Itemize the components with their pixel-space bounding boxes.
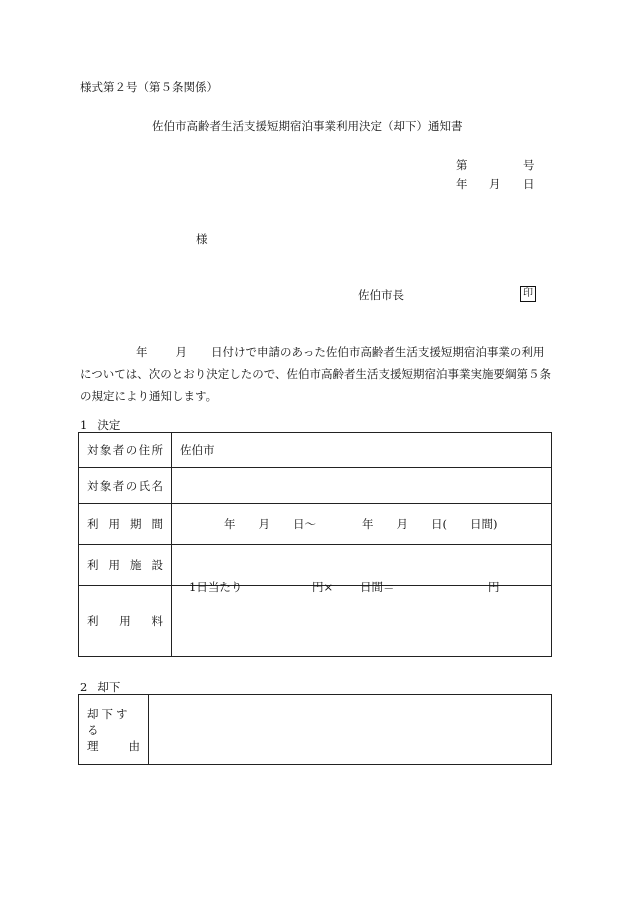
period-label: 利用期間 xyxy=(79,504,172,545)
date-year: 年 xyxy=(456,177,468,191)
issuer: 佐伯市長 xyxy=(358,288,404,302)
document-title: 佐伯市高齢者生活支援短期宿泊事業利用決定（却下）通知書 xyxy=(152,119,463,133)
table-row xyxy=(79,504,552,545)
doc-number-dai: 第 xyxy=(456,158,468,172)
fee-yen-total: 円 xyxy=(488,580,500,594)
body-text: 日付けで申請のあった佐伯市高齢者生活支援短期宿泊事業の利用については、次のとおり決定したので、佐伯市高齢者生活支援短期宿泊事業実施要綱第５条の規定により通知します。 xyxy=(80,345,552,403)
date-day: 日 xyxy=(523,177,535,191)
section2-title: 却下 xyxy=(97,680,121,694)
decision-table xyxy=(78,432,552,657)
fee-per-day: 1日当たり xyxy=(189,580,243,594)
period-value[interactable]: 年 月 日〜 年 月 日( 日間) xyxy=(172,504,552,545)
section2-heading xyxy=(80,679,120,695)
section1-heading xyxy=(80,417,120,433)
doc-number-go: 号 xyxy=(523,158,535,172)
reason-label xyxy=(79,695,149,765)
table-row xyxy=(79,586,552,657)
fee-value[interactable] xyxy=(172,580,552,657)
body-year: 年 xyxy=(136,345,148,359)
name-value[interactable] xyxy=(172,468,552,504)
fee-label: 利用料 xyxy=(79,586,172,657)
form-number: 様式第２号（第５条関係） xyxy=(80,80,218,94)
table-row xyxy=(79,468,552,504)
table-row xyxy=(79,433,552,468)
section1-title: 決定 xyxy=(97,418,121,432)
name-label: 対象者の氏名 xyxy=(79,468,172,504)
table-row xyxy=(79,695,552,765)
address-label: 対象者の住所 xyxy=(79,433,172,468)
addressee-suffix: 様 xyxy=(196,232,208,246)
facility-label: 利用施設 xyxy=(79,545,172,586)
section2-number: 2 xyxy=(80,680,88,694)
reason-label-line2: 理 由 xyxy=(87,738,140,753)
body-month: 月 xyxy=(175,345,187,359)
body-paragraph xyxy=(80,341,555,407)
section1-number: 1 xyxy=(80,418,88,432)
address-value[interactable]: 佐伯市 xyxy=(172,433,552,468)
date-month: 月 xyxy=(489,177,501,191)
fee-yen-times: 円× xyxy=(312,580,334,594)
rejection-table xyxy=(78,694,552,765)
reason-label-line1: 却下する xyxy=(87,706,131,737)
fee-days-equals: 日間＝ xyxy=(360,580,395,594)
reason-value[interactable] xyxy=(149,695,552,765)
seal-stamp: 印 xyxy=(520,286,536,302)
